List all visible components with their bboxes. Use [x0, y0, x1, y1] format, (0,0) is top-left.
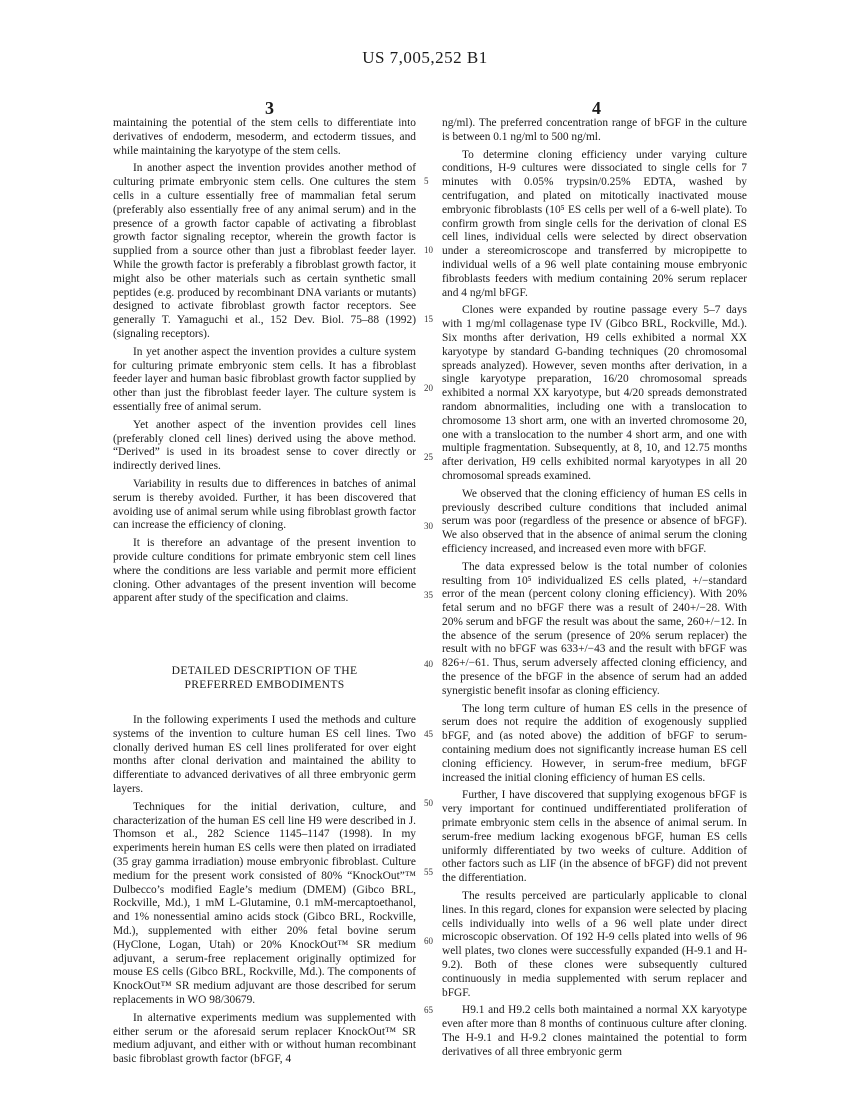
paragraph: We observed that the cloning efficiency of human ES cells in previously described culture conditions that included animal serum was poor (regardless of the presence or absence of bFGF). We also observed that in the absence of animal serum the cloning efficiency increased, and increased even more with bFGF. [442, 487, 747, 555]
line-number: 40 [424, 659, 433, 669]
line-number: 45 [424, 729, 433, 739]
section-heading-line: PREFERRED EMBODIMENTS [184, 678, 345, 692]
line-number: 50 [424, 798, 433, 808]
line-number: 25 [424, 452, 433, 462]
paragraph: Further, I have discovered that supplying exogenous bFGF is very important for continued undifferentiated proliferation of primate embryonic stem cells in the absence of animal serum. In serum-free medium lacking exogenous bFGF, human ES cells uniformly differentiated by two weeks of culture. Addition of other factors such as LIF (in the absence of bFGF) did not prevent the differentiation. [442, 789, 747, 885]
paragraph: The long term culture of human ES cells in the presence of serum does not require the addition of exogenously supplied bFGF, and (as noted above) the addition of bFGF to serum-containing medium does not significantly increase human ES cell cloning efficiency. However, in serum-free medium, bFGF increased the initial cloning efficiency of human ES cells. [442, 702, 747, 784]
line-number: 20 [424, 383, 433, 393]
right-column [442, 117, 747, 1064]
paragraph: Clones were expanded by routine passage every 5–7 days with 1 mg/ml collagenase type IV (Gibco BRL, Rockville, Md.). Six months after derivation, H9 cells exhibited a normal XX karyotype by standard G-banding techniques (20 chromosomal spreads analyzed). However, seven months after derivation, in a single karyotype preparation, 16/20 chromosomal spreads exhibited a normal XX karyotype, but 4/20 spreads demonstrated random abnormalities, including one with a translocation to chromosome 13 short arm, one with an inverted chromosome 20, one with a translocation to the number 4 short arm, and one with multiple fragmentation. Subsequently, at 8, 10, and 12.75 months after derivation, H9 cells exhibited normal karyotypes in all 20 chromosomal spreads examined. [442, 304, 747, 482]
line-number: 10 [424, 245, 433, 255]
section-heading [113, 664, 416, 692]
line-number: 60 [424, 936, 433, 946]
paragraph: In another aspect the invention provides another method of culturing primate embryonic stem cells. One cultures the stem cells in a culture essentially free of mammalian fetal serum (preferably also essentially free of any animal serum) and in the presence of a growth factor capable of activating a fibroblast growth factor signaling receptor, wherein the growth factor is supplied from a source other than just a fibroblast feeder layer. While the growth factor is preferably a fibroblast growth factor, it might also be other materials such as certain synthetic small peptides (e.g. produced by recombinant DNA variants or mutants) designed to activate fibroblast growth factor receptors. See generally T. Yamaguchi et al., 152 Dev. Biol. 75–88 (1992)(signaling receptors). [113, 162, 416, 340]
column-number-left: 3 [265, 98, 274, 118]
paragraph: Yet another aspect of the invention provides cell lines (preferably cloned cell lines) derived using the above method. “Derived” is used in its broadest sense to cover directly or indirectly derived lines. [113, 418, 416, 473]
paragraph: Variability in results due to differences in batches of animal serum is thereby avoided. Further, it has been discovered that avoiding use of animal serum while using fibroblast growth factor can increase the efficiency of cloning. [113, 477, 416, 532]
paragraph: It is therefore an advantage of the present invention to provide culture conditions for primate embryonic stem cell lines where the conditions are less variable and permit more efficient cloning. Other advantages of the present invention will become apparent after study of the specification and claims. [113, 537, 416, 605]
patent-number-header: US 7,005,252 B1 [362, 48, 488, 67]
paragraph: To determine cloning efficiency under varying culture conditions, H-9 cultures were dissociated to single cells for 7 minutes with 0.05% trypsin/0.25% EDTA, washed by centrifugation, and plated on mitotically inactivated mouse embryonic fibroblasts (10⁵ ES cells per well of a 6-well plate). To confirm growth from single cells for the derivation of clonal ES cell lines, individual cells were selected by direct observation under a stereomicroscope and transferred by micropipette to individual wells of a 96 well plate containing mouse embryonic fibroblasts feeders with medium containing 20% serum replacer and 4 ng/ml bFGF. [442, 148, 747, 299]
line-number: 35 [424, 590, 433, 600]
paragraph: In alternative experiments medium was supplemented with either serum or the aforesaid serum replacer KnockOut™ SR medium adjuvant, and either with or without human recombinant basic fibroblast growth factor (bFGF, 4 [113, 1011, 416, 1066]
line-number: 55 [424, 867, 433, 877]
section-heading-line: DETAILED DESCRIPTION OF THE [171, 664, 358, 678]
paragraph: In the following experiments I used the methods and culture systems of the invention to culture human ES cell lines. Two clonally derived human ES cell lines proliferated for over eight months after clonal derivation and maintained the ability to differentiate to advanced derivatives of all three embryonic germ layers. [113, 714, 416, 796]
paragraph: maintaining the potential of the stem cells to differentiate into derivatives of endoderm, mesoderm, and ectoderm tissues, and while maintaining the karyotype of the stem cells. [113, 117, 416, 157]
paragraph: In yet another aspect the invention provides a culture system for culturing primate embryonic stem cells. It has a fibroblast feeder layer and human basic fibroblast growth factor supplied by other than just the fibroblast feeder layer. The culture system is essentially free of animal serum. [113, 345, 416, 413]
line-number: 5 [424, 176, 429, 186]
left-column [113, 117, 416, 1071]
paragraph: The results perceived are particularly applicable to clonal lines. In this regard, clones for expansion were selected by placing cells individually into wells of a 96 well plate under direct microscopic observation. Of 192 H-9 cells plated into wells of 96 well plates, two clones were successfully expanded (H-9.1 and H-9.2). Both of these clones were subsequently cultured continuously in media supplemented with serum replacer and bFGF. [442, 890, 747, 999]
line-number: 15 [424, 314, 433, 324]
paragraph: The data expressed below is the total number of colonies resulting from 10⁵ individualized ES cells plated, +/−standard error of the mean (percent colony cloning efficiency). With 20% fetal serum and no bFGF there was a result of 240+/−28. With 20% serum and bFGF the result was about the same, 260+/−12. In the absence of the serum (presence of 20% serum replacer) the result with no bFGF was 633+/−43 and the result with bFGF was 826+/−61. Thus, serum adversely affected cloning efficiency, and the presence of the bFGF in the absence of serum had an added synergistic benefit insofar as cloning efficiency. [442, 560, 747, 697]
paragraph: Techniques for the initial derivation, culture, and characterization of the human ES cell line H9 were described in J. Thomson et al., 282 Science 1145–1147 (1998). In my experiments herein human ES cells were then plated on irradiated (35 gray gamma irradiation) mouse embryonic fibroblast. Culture medium for the present work consisted of 80% “KnockOut”™ Dulbecco’s modified Eagle’s medium (DMEM) (Gibco BRL, Rockville, Md.), 1 mM L-Glutamine, 0.1 mM-mercaptoethanol, and 1% nonessential amino acids stock (Gibco BRL, Rockville, Md.), supplemented with either 20% fetal bovine serum (HyClone, Logan, Utah) or 20% KnockOut™ SR medium adjuvant, a serum-free replacement originally optimized for mouse ES cells (Gibco BRL, Rockville, Md.). The components of KnockOut™ SR medium adjuvant are those described for serum replacements in WO 98/30679. [113, 800, 416, 1007]
column-number-right: 4 [592, 98, 601, 118]
line-number: 65 [424, 1005, 433, 1015]
paragraph: ng/ml). The preferred concentration range of bFGF in the culture is between 0.1 ng/ml to 500 ng/ml. [442, 117, 747, 143]
line-number: 30 [424, 521, 433, 531]
paragraph: H9.1 and H9.2 cells both maintained a normal XX karyotype even after more than 8 months of continuous culture after cloning. The H-9.1 and H-9.2 clones maintained the potential to form derivatives of all three embryonic germ [442, 1004, 747, 1058]
